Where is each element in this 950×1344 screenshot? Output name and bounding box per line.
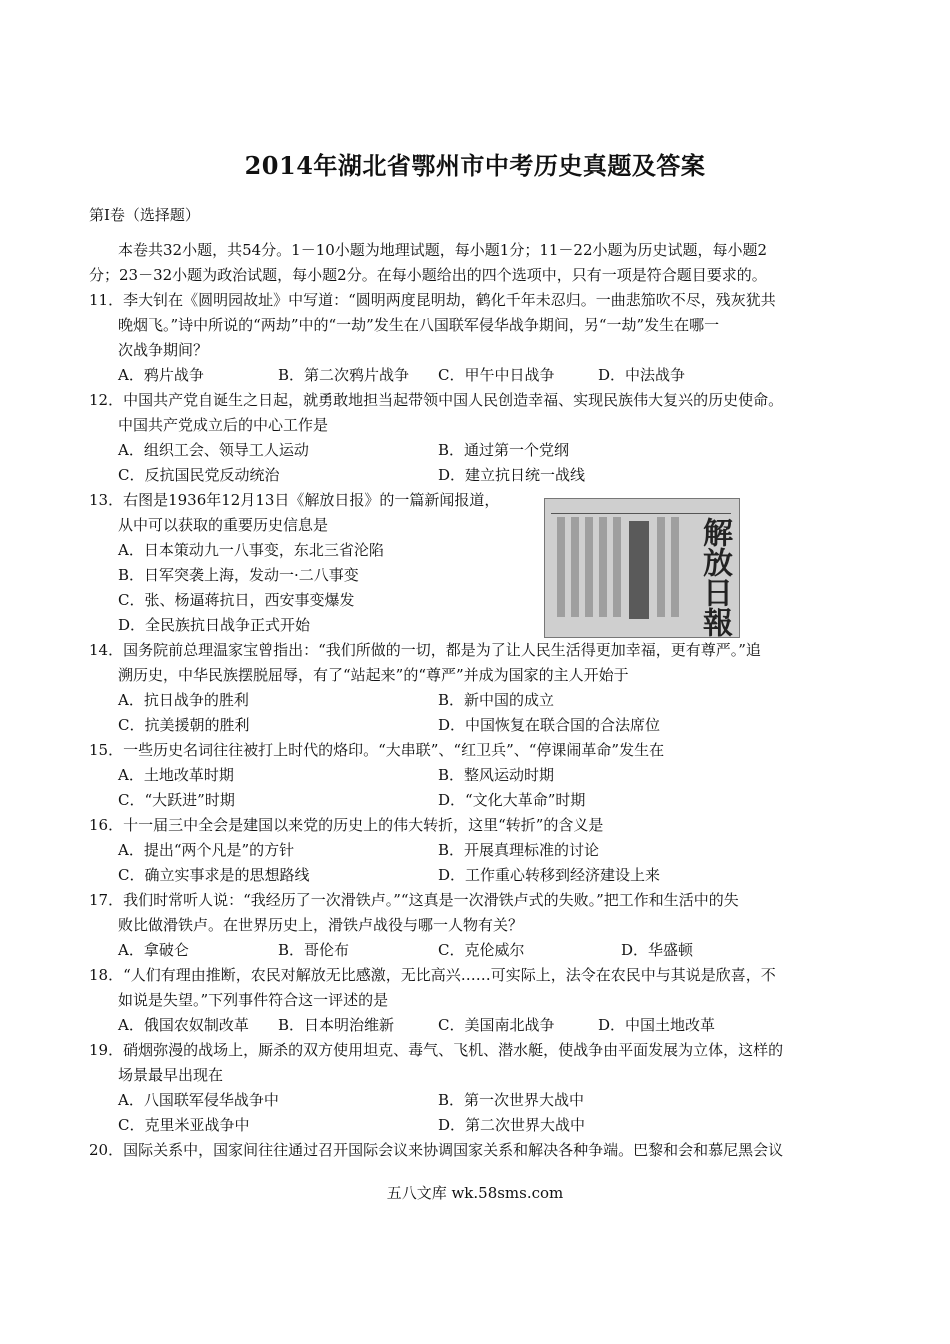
option-a: A．俄国农奴制改革 <box>118 1016 249 1034</box>
option-a: A．八国联军侵华战争中 <box>118 1091 279 1109</box>
option-a: A．土地改革时期 <box>118 766 234 784</box>
question-19-line: 场景最早出现在 <box>118 1066 224 1084</box>
section-heading: 第Ⅰ卷（选择题） <box>89 206 200 224</box>
option-c: C．张、杨逼蒋抗日，西安事变爆发 <box>118 591 355 609</box>
option-a: A．提出“两个凡是”的方针 <box>118 841 295 859</box>
newspaper-headline <box>629 521 649 619</box>
option-b: B．通过第一个党纲 <box>438 441 570 459</box>
option-c: C．美国南北战争 <box>438 1016 555 1034</box>
option-d: D．华盛顿 <box>621 941 694 959</box>
question-20-line: 20．国际关系中，国家间往往通过召开国际会议来协调国家关系和解决各种争端。巴黎和会和慕尼黑会议 <box>89 1141 784 1159</box>
question-18-line: 18．“人们有理由推断，农民对解放无比感激，无比高兴……可实际上，法令在农民中与其说是欣喜，不 <box>89 966 776 984</box>
option-d: D．全民族抗日战争正式开始 <box>118 616 311 634</box>
option-c: C．确立实事求是的思想路线 <box>118 866 310 884</box>
question-19-line: 19．硝烟弥漫的战场上，厮杀的双方使用坦克、毒气、飞机、潜水艇，使战争由平面发展为立体，这样的 <box>89 1041 784 1059</box>
option-b: B．第一次世界大战中 <box>438 1091 585 1109</box>
intro-line-1: 本卷共32小题，共54分。1－10小题为地理试题，每小题1分；11－22小题为历史试题，每小题2 <box>118 241 768 259</box>
newspaper-masthead: 解放日報 <box>697 517 732 637</box>
question-17-line: 败比做滑铁卢。在世界历史上，滑铁卢战役与哪一人物有关？ <box>118 916 524 934</box>
option-d: D．中法战争 <box>598 366 686 384</box>
option-a: A．拿破仑 <box>118 941 189 959</box>
intro-line-2: 分；23－32小题为政治试题，每小题2分。在每小题给出的四个选项中，只有一项是符合题目要求的。 <box>89 266 767 284</box>
option-a: A．日本策动九一八事变，东北三省沦陷 <box>118 541 384 559</box>
option-b: B．开展真理标准的讨论 <box>438 841 600 859</box>
option-c: C．甲午中日战争 <box>438 366 555 384</box>
question-16-line: 16．十一届三中全会是建国以来党的历史上的伟大转折，这里“转折”的含义是 <box>89 816 604 834</box>
question-17-line: 17．我们时常听人说：“我经历了一次滑铁卢。”“这真是一次滑铁卢式的失败。”把工作和生活中的失 <box>89 891 739 909</box>
footer-watermark: 五八文库 wk.58sms.com <box>386 1184 564 1202</box>
option-b: B．日军突袭上海，发动一·二八事变 <box>118 566 359 584</box>
option-c: C．抗美援朝的胜利 <box>118 716 250 734</box>
option-d: D．工作重心转移到经济建设上来 <box>438 866 661 884</box>
option-c: C．反抗国民党反动统治 <box>118 466 280 484</box>
option-b: B．整风运动时期 <box>438 766 555 784</box>
newspaper-image <box>544 498 740 638</box>
option-a: A．组织工会、领导工人运动 <box>118 441 309 459</box>
option-a: A．鸦片战争 <box>118 366 204 384</box>
question-12-line: 中国共产党成立后的中心工作是 <box>118 416 329 434</box>
question-11-line: 11．李大钊在《圆明园故址》中写道：“圆明两度昆明劫，鹤化千年未忍归。一曲悲笳吹不尽，残灰犹共 <box>89 291 776 309</box>
question-15-line: 15．一些历史名词往往被打上时代的烙印。“大串联”、“红卫兵”、“停课闹革命”发生在 <box>89 741 665 759</box>
question-14-line: 溯历史，中华民族摆脱屈辱，有了“站起来”的“尊严”并成为国家的主人开始于 <box>118 666 629 684</box>
option-b: B．第二次鸦片战争 <box>278 366 410 384</box>
question-11-line: 次战争期间？ <box>118 341 209 359</box>
option-c: C．“大跃进”时期 <box>118 791 235 809</box>
option-a: A．抗日战争的胜利 <box>118 691 249 709</box>
option-c: C．克里米亚战争中 <box>118 1116 250 1134</box>
option-d: D．建立抗日统一战线 <box>438 466 586 484</box>
question-11-line: 晚烟飞。”诗中所说的“两劫”中的“一劫”发生在八国联军侵华战争期间，另“一劫”发生在哪一 <box>118 316 720 334</box>
option-c: C．克伦威尔 <box>438 941 525 959</box>
page-title: 2014年湖北省鄂州市中考历史真题及答案 <box>244 151 706 180</box>
option-d: D．第二次世界大战中 <box>438 1116 586 1134</box>
question-12-line: 12．中国共产党自诞生之日起，就勇敢地担当起带领中国人民创造幸福、实现民族伟大复兴的历史使命。 <box>89 391 784 409</box>
option-d: D．“文化大革命”时期 <box>438 791 586 809</box>
option-d: D．中国恢复在联合国的合法席位 <box>438 716 661 734</box>
option-b: B．新中国的成立 <box>438 691 555 709</box>
question-18-line: 如说是失望。”下列事件符合这一评述的是 <box>118 991 389 1009</box>
question-13-line: 从中可以获取的重要历史信息是 <box>118 516 329 534</box>
option-b: B．日本明治维新 <box>278 1016 395 1034</box>
option-d: D．中国土地改革 <box>598 1016 716 1034</box>
option-b: B．哥伦布 <box>278 941 350 959</box>
question-14-line: 14．国务院前总理温家宝曾指出：“我们所做的一切，都是为了让人民生活得更加幸福，更有尊严。”追 <box>89 641 761 659</box>
question-13-line: 13．右图是1936年12月13日《解放日报》的一篇新闻报道， <box>89 491 500 509</box>
